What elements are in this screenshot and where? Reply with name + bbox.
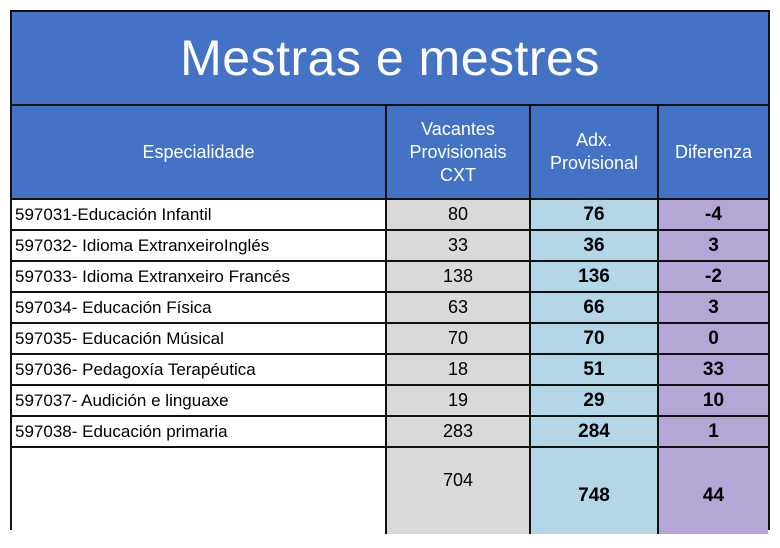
adx-cell: 36 [530, 230, 658, 261]
total-row [12, 447, 768, 534]
adx-cell: 136 [530, 261, 658, 292]
table-row [12, 416, 768, 447]
diferenza-cell: 10 [658, 385, 768, 416]
vacantes-cell: 63 [386, 292, 530, 323]
header-vacantes-line1: Vacantes [421, 118, 495, 139]
table-row [12, 323, 768, 354]
header-diferenza: Diferenza [658, 105, 768, 199]
header-adx [530, 105, 658, 199]
table-header-row [12, 105, 768, 199]
total-vacantes-cell: 704 [386, 447, 530, 534]
especialidade-cell: 597032- Idioma ExtranxeiroInglés [12, 230, 386, 261]
vacantes-cell: 80 [386, 199, 530, 230]
table-row [12, 199, 768, 230]
diferenza-cell: 3 [658, 292, 768, 323]
vacantes-cell: 19 [386, 385, 530, 416]
table-row [12, 230, 768, 261]
vacancies-table [12, 104, 768, 534]
adx-cell: 284 [530, 416, 658, 447]
vacantes-cell: 18 [386, 354, 530, 385]
adx-cell: 76 [530, 199, 658, 230]
diferenza-cell: 3 [658, 230, 768, 261]
header-vacantes-line2: Provisionais [409, 141, 507, 162]
vacantes-cell: 33 [386, 230, 530, 261]
total-adx-cell: 748 [530, 447, 658, 534]
diferenza-cell: 33 [658, 354, 768, 385]
table-row [12, 292, 768, 323]
header-adx-line2: Provisional [549, 153, 639, 173]
especialidade-cell: 597031-Educación Infantil [12, 199, 386, 230]
adx-cell: 66 [530, 292, 658, 323]
diferenza-cell: 1 [658, 416, 768, 447]
especialidade-cell: 597037- Audición e linguaxe [12, 385, 386, 416]
especialidade-cell: 597036- Pedagoxía Terapéutica [12, 354, 386, 385]
diferenza-cell: -4 [658, 199, 768, 230]
table-row [12, 261, 768, 292]
total-diferenza-cell: 44 [658, 447, 768, 534]
adx-cell: 70 [530, 323, 658, 354]
header-vacantes [386, 105, 530, 199]
especialidade-cell: 597033- Idioma Extranxeiro Francés [12, 261, 386, 292]
diferenza-cell: -2 [658, 261, 768, 292]
header-especialidade: Especialidade [12, 105, 386, 199]
total-label-cell [12, 447, 386, 534]
diferenza-cell: 0 [658, 323, 768, 354]
especialidade-cell: 597038- Educación primaria [12, 416, 386, 447]
table-row [12, 385, 768, 416]
header-vacantes-line3: CXT [440, 164, 476, 185]
table-row [12, 354, 768, 385]
adx-cell: 29 [530, 385, 658, 416]
especialidade-cell: 597035- Educación Músical [12, 323, 386, 354]
vacantes-cell: 138 [386, 261, 530, 292]
page-title: Mestras e mestres [180, 30, 600, 86]
header-adx-line1: Adx. [575, 130, 613, 150]
vacantes-cell: 70 [386, 323, 530, 354]
adx-cell: 51 [530, 354, 658, 385]
title-banner [12, 12, 768, 104]
especialidade-cell: 597034- Educación Física [12, 292, 386, 323]
vacantes-cell: 283 [386, 416, 530, 447]
